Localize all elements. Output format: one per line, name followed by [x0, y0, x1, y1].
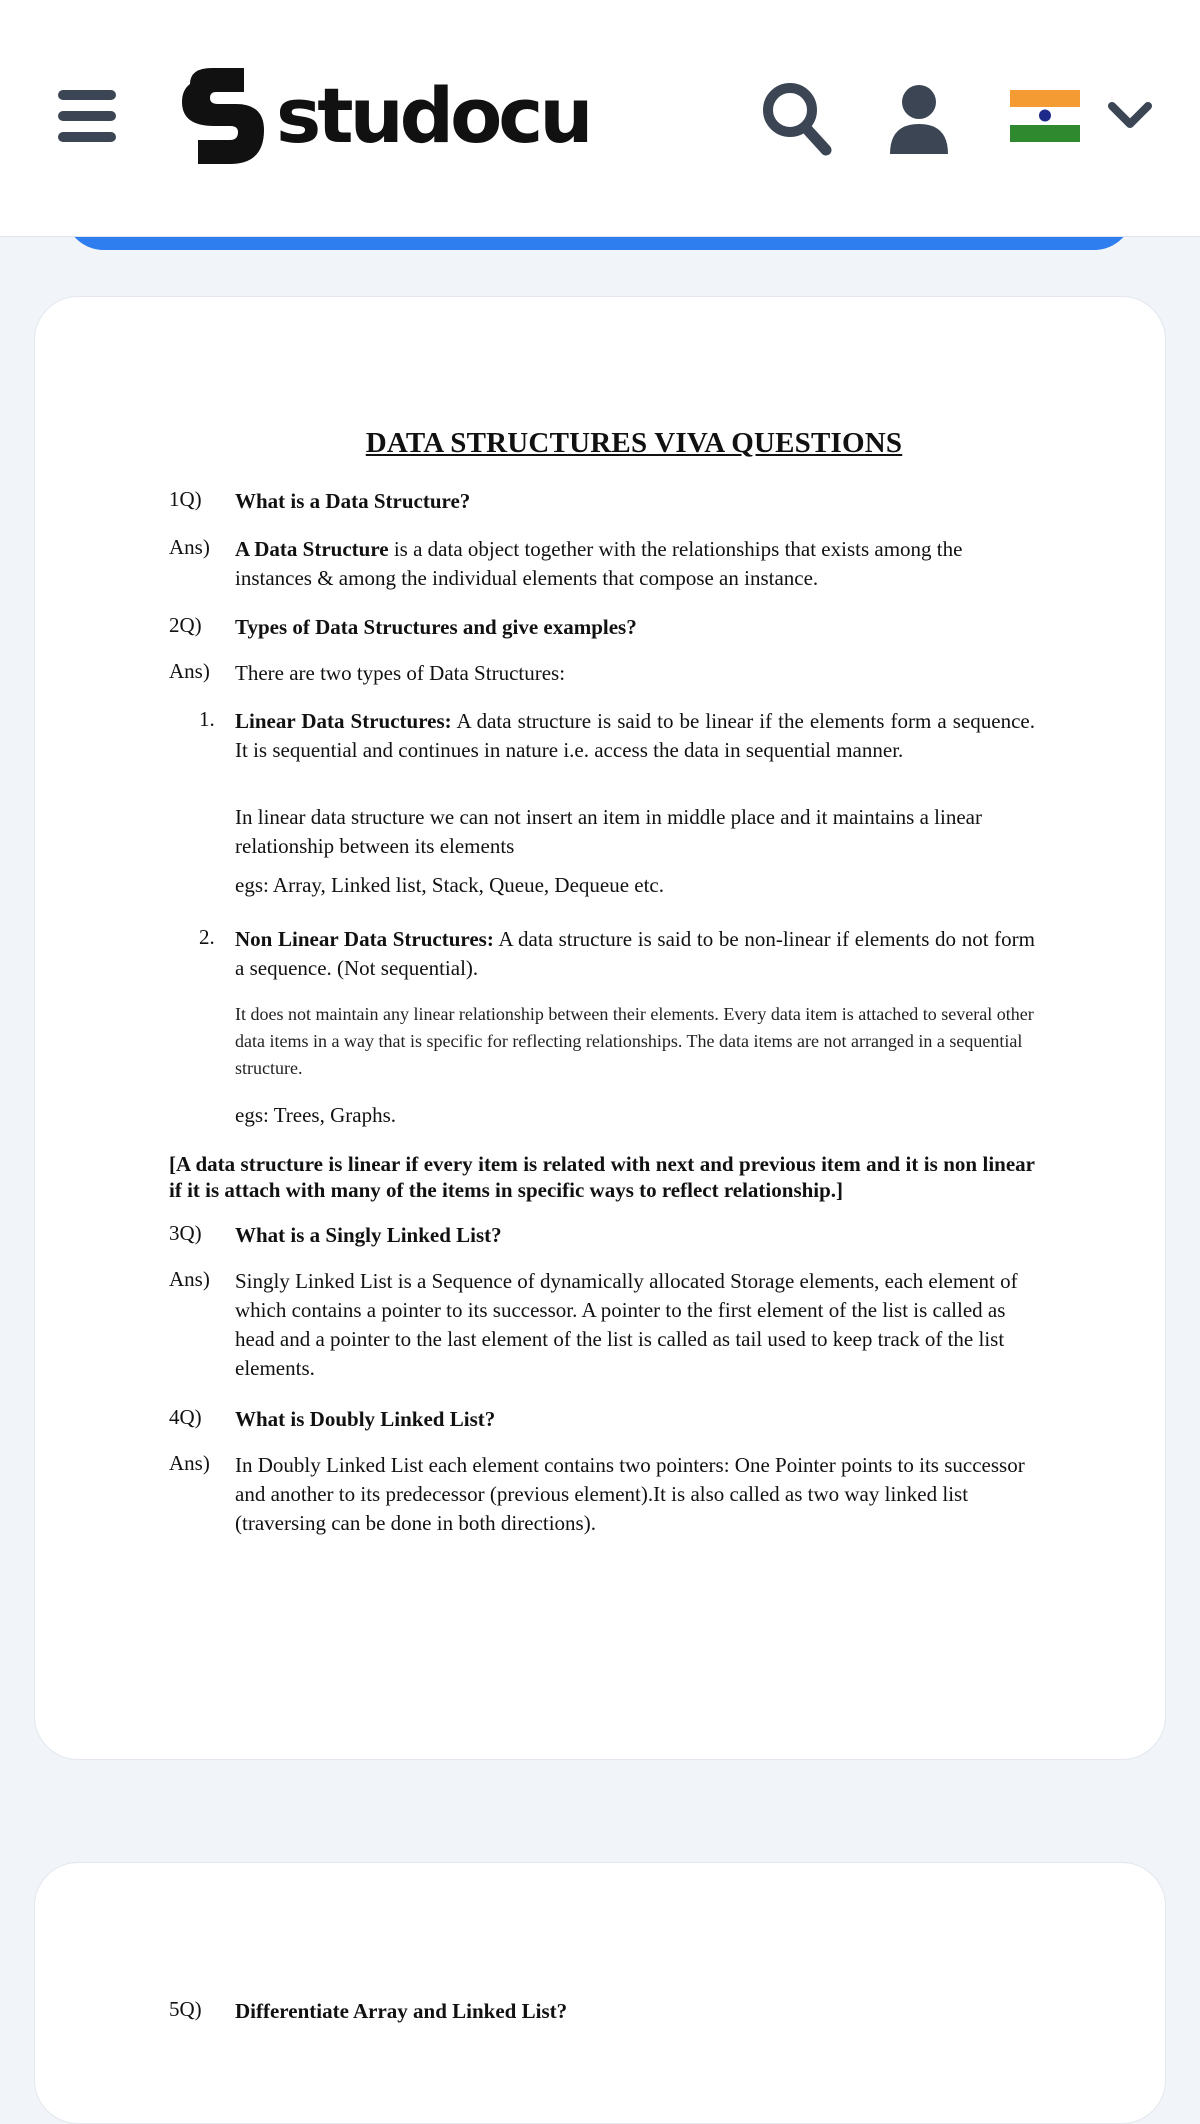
list-item-term: Linear Data Structures:	[235, 709, 452, 733]
answer-label: Ans)	[169, 659, 210, 683]
list-item-text	[235, 707, 1035, 765]
paragraph-text: It does not maintain any linear relationship between their elements. Every data item is attached to several other data items in a way that is specific for reflecting relationships. The data items are not arranged in a sequential structure.	[235, 1004, 1034, 1078]
answer-term: A Data Structure	[235, 537, 389, 561]
ashoka-chakra-icon	[1010, 107, 1080, 124]
answer-body: is a data object together with the relationships that exists among the instances & among the individual elements that compose an instance.	[235, 537, 963, 590]
answer-label: Ans)	[169, 1451, 210, 1475]
answer-text: In Doubly Linked List each element contains two pointers: One Pointer points to its successor and another to its predecessor (previous element).It is also called as two way linked list (traversing can be done in both directions).	[235, 1453, 1025, 1535]
top-navigation-bar	[0, 0, 1200, 237]
document-title: DATA STRUCTURES VIVA QUESTIONS	[365, 427, 903, 459]
document-page-2	[34, 1862, 1166, 2124]
search-icon[interactable]	[760, 80, 832, 156]
question-label: 1Q)	[169, 487, 202, 511]
answer-label: Ans)	[169, 1267, 210, 1291]
answer-text	[235, 535, 1035, 593]
question-text: What is a Singly Linked List?	[235, 1223, 502, 1247]
india-flag-icon[interactable]	[1010, 90, 1080, 142]
question-label: 3Q)	[169, 1221, 202, 1245]
hamburger-menu-icon[interactable]	[58, 90, 116, 142]
logo-wordmark: studocu	[276, 71, 590, 160]
note-text: [A data structure is linear if every item is related with next and previous item and it is non linear if it is attach with many of the items in specific ways to reflect relationship.]	[169, 1152, 1035, 1202]
list-number: 1.	[199, 707, 215, 731]
answer-text: Singly Linked List is a Sequence of dynamically allocated Storage elements, each element of which contains a pointer to its successor. A pointer to the first element of the list is called as head and a pointer to the last element of the list is called as tail used to keep track of the list elements.	[235, 1269, 1018, 1380]
list-item-body: A data structure is said to be linear if the elements form a sequence. It is sequential and continues in nature i.e. access the data in sequential manner.	[235, 709, 1035, 762]
document-page-1	[34, 296, 1166, 1760]
answer-text: There are two types of Data Structures:	[235, 661, 566, 685]
chevron-down-icon[interactable]	[1108, 100, 1152, 130]
paragraph-text: In linear data structure we can not insert an item in middle place and it maintains a linear relationship between its elements	[235, 805, 982, 858]
user-icon[interactable]	[886, 84, 952, 154]
list-item-body: A data structure is said to be non-linear if elements do not form a sequence. (Not sequential).	[235, 927, 1035, 980]
question-text: Types of Data Structures and give examples?	[235, 615, 637, 639]
examples-text: egs: Trees, Graphs.	[235, 1103, 396, 1127]
question-text: Differentiate Array and Linked List?	[235, 1999, 568, 2023]
studocu-logo[interactable]	[172, 64, 589, 168]
list-item-term: Non Linear Data Structures:	[235, 927, 494, 951]
question-text: What is Doubly Linked List?	[235, 1407, 496, 1431]
list-number: 2.	[199, 925, 215, 949]
list-item-text	[235, 925, 1035, 983]
question-text: What is a Data Structure?	[235, 489, 471, 513]
answer-label: Ans)	[169, 535, 210, 559]
studocu-logo-mark-icon	[172, 64, 272, 168]
examples-text: egs: Array, Linked list, Stack, Queue, Dequeue etc.	[235, 873, 665, 897]
question-label: 2Q)	[169, 613, 202, 637]
question-label: 4Q)	[169, 1405, 202, 1429]
question-label: 5Q)	[169, 1997, 202, 2021]
